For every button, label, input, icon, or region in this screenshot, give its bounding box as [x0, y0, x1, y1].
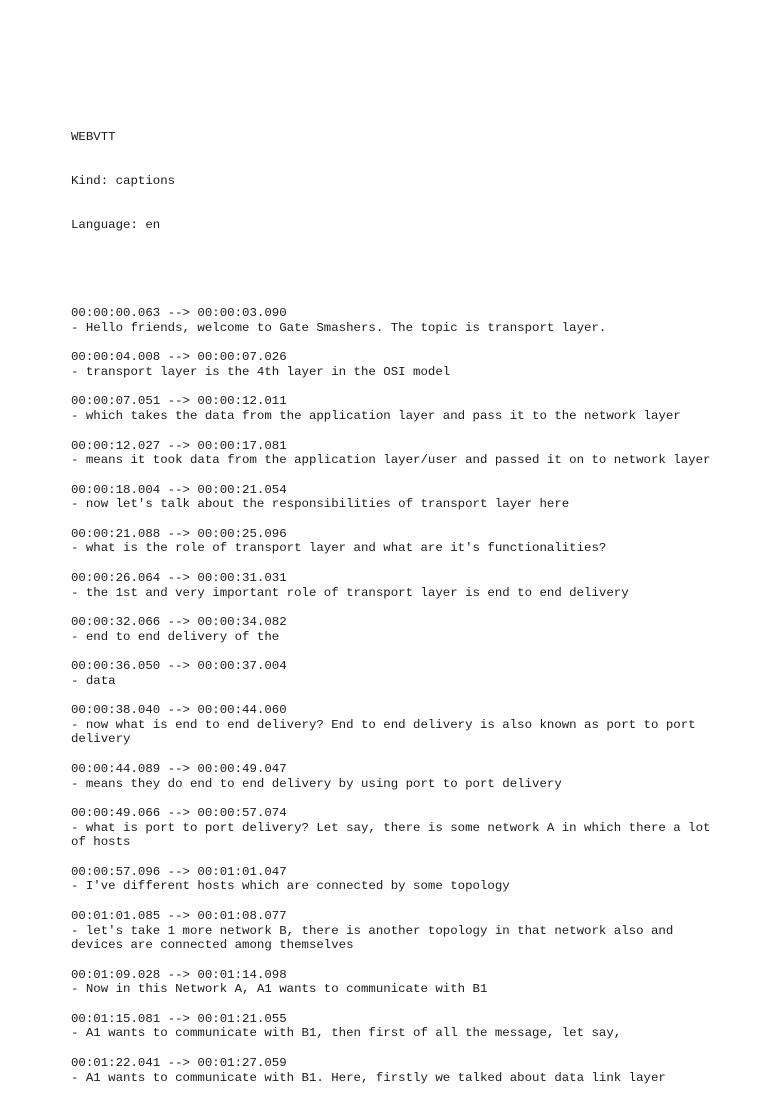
- cue-text: - Hello friends, welcome to Gate Smashers. The topic is transport layer.: [71, 320, 607, 335]
- caption-cue: [71, 865, 711, 894]
- caption-cue: [71, 306, 711, 335]
- cue-timestamp: 00:00:00.063 --> 00:00:03.090: [71, 306, 287, 321]
- cue-timestamp: 00:00:36.050 --> 00:00:37.004: [71, 658, 287, 673]
- cue-timestamp: 00:00:38.040 --> 00:00:44.060: [71, 703, 287, 718]
- caption-cue: [71, 659, 711, 688]
- cue-timestamp: 00:01:22.041 --> 00:01:27.059: [71, 1055, 287, 1070]
- caption-document: [71, 71, 718, 1115]
- cue-timestamp: 00:01:01.085 --> 00:01:08.077: [71, 908, 287, 923]
- caption-cue: [71, 968, 711, 997]
- cue-timestamp: 00:00:04.008 --> 00:00:07.026: [71, 350, 287, 365]
- format-line: WEBVTT: [71, 129, 116, 144]
- cue-text: - means they do end to end delivery by using port to port delivery: [71, 776, 562, 791]
- cue-timestamp: 00:00:49.066 --> 00:00:57.074: [71, 805, 287, 820]
- cue-timestamp: 00:00:07.051 --> 00:00:12.011: [71, 394, 287, 409]
- cue-text: - now what is end to end delivery? End to end delivery is also known as port to port delivery: [71, 717, 704, 747]
- caption-cue: [71, 762, 711, 791]
- cue-text: - which takes the data from the application layer and pass it to the network layer: [71, 409, 681, 424]
- cue-text: - data: [71, 673, 116, 688]
- cue-text: - A1 wants to communicate with B1. Here, firstly we talked about data link layer: [71, 1070, 666, 1085]
- cue-text: - let's take 1 more network B, there is another topology in that network also and devices are connected among themselves: [71, 923, 681, 953]
- caption-cue: [71, 909, 711, 953]
- cue-timestamp: 00:00:26.064 --> 00:00:31.031: [71, 570, 287, 585]
- caption-cue: [71, 703, 711, 747]
- caption-cue: [71, 615, 711, 644]
- caption-cue: [71, 1056, 711, 1085]
- caption-cue: [71, 571, 711, 600]
- kind-line: Kind: captions: [71, 173, 176, 188]
- caption-cue: [71, 483, 711, 512]
- cue-text: - A1 wants to communicate with B1, then first of all the message, let say,: [71, 1026, 622, 1041]
- cue-timestamp: 00:01:09.028 --> 00:01:14.098: [71, 967, 287, 982]
- cue-text: - transport layer is the 4th layer in the OSI model: [71, 365, 451, 380]
- vtt-header: [71, 100, 711, 262]
- cue-timestamp: 00:00:32.066 --> 00:00:34.082: [71, 614, 287, 629]
- cue-timestamp: 00:00:57.096 --> 00:01:01.047: [71, 864, 287, 879]
- cue-text: - means it took data from the application layer/user and passed it on to network layer: [71, 453, 711, 468]
- cue-text: - end to end delivery of the: [71, 629, 280, 644]
- caption-cue: [71, 527, 711, 556]
- cue-text: - what is port to port delivery? Let say, there is some network A in which there a lot of hosts: [71, 820, 718, 850]
- caption-cue: [71, 805, 718, 850]
- language-line: Language: en: [71, 218, 161, 233]
- caption-cue: [71, 350, 711, 379]
- cue-list: [71, 306, 718, 1085]
- cue-timestamp: 00:00:44.089 --> 00:00:49.047: [71, 761, 287, 776]
- cue-text: - the 1st and very important role of transport layer is end to end delivery: [71, 585, 629, 600]
- caption-cue: [71, 394, 711, 423]
- cue-text: - what is the role of transport layer and what are it's functionalities?: [71, 541, 607, 556]
- caption-cue: [71, 439, 711, 468]
- cue-timestamp: 00:01:15.081 --> 00:01:21.055: [71, 1011, 287, 1026]
- cue-text: - now let's talk about the responsibilities of transport layer here: [71, 497, 570, 512]
- cue-timestamp: 00:00:12.027 --> 00:00:17.081: [71, 438, 287, 453]
- cue-text: - I've different hosts which are connected by some topology: [71, 879, 510, 894]
- cue-timestamp: 00:00:21.088 --> 00:00:25.096: [71, 526, 287, 541]
- cue-timestamp: 00:00:18.004 --> 00:00:21.054: [71, 482, 287, 497]
- cue-text: - Now in this Network A, A1 wants to communicate with B1: [71, 982, 488, 997]
- caption-cue: [71, 1012, 711, 1041]
